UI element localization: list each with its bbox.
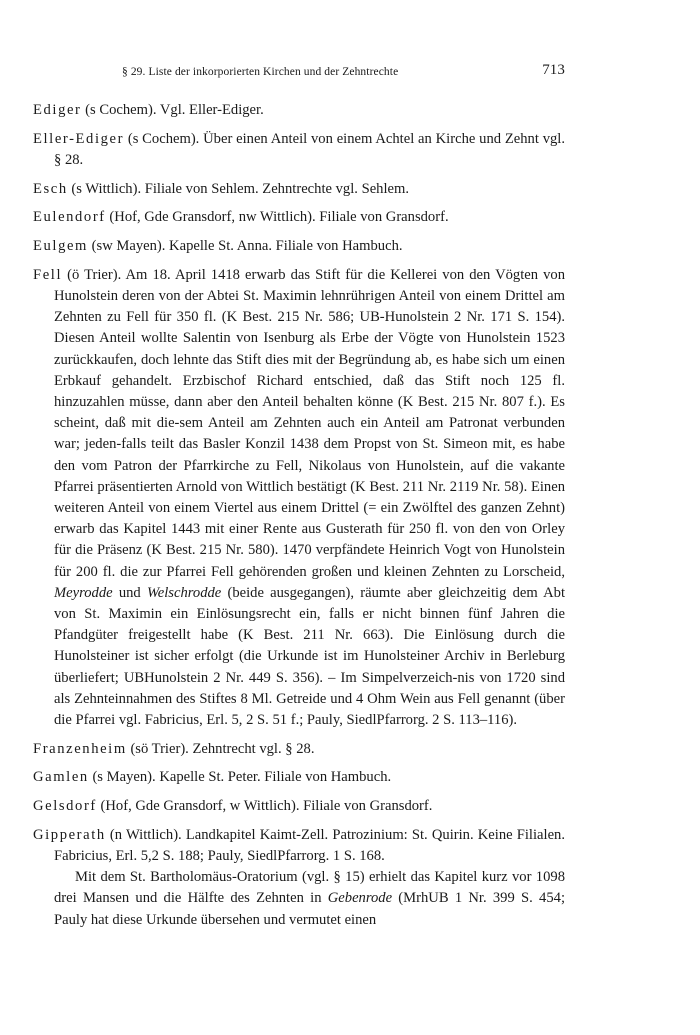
entry-ediger <box>33 100 565 121</box>
document-body <box>33 100 565 931</box>
entry-text: (s Cochem). Über einen Anteil von einem Achtel an Kirche und Zehnt vgl. § 28. <box>54 130 565 168</box>
entry-text: Mit dem St. Bartholomäus-Oratorium (vgl. § 15) erhielt das Kapitel kurz vor 1098 drei Mansen und die Hälfte des Zehnten in <box>54 869 565 907</box>
entry-headword: Esch <box>33 180 68 197</box>
entry-text: (s Mayen). Kapelle St. Peter. Filiale von Hambuch. <box>88 769 392 786</box>
entry-text: (beide ausgegangen), räumte aber gleichzeitig dem Abt von St. Maximin ein Einlösungsrecht ein, falls er nicht binnen fünf Jahren die Pfandgüter freigestellt habe (K Best. 211 Nr. 663). Die Einlösung durch die Hunolsteiner ist sicher erfolgt (die Urkunde ist im Hunolsteiner Archiv in Berleburg überliefert; UBHunolstein 2 Nr. 449 S. 356). – Im Simpelverzeich-nis von 1720 sind als Zehnteinnahmen des Stiftes 8 Ml. Getreide und 4 Ohm Wein aus Fell genannt (über die Pfarrei vgl. Fabricius, Erl. 5, 2 S. 51 f.; Pauly, SiedlPfarrorg. 2 S. 113–116). <box>54 584 566 728</box>
entry-headword: Eulgem <box>33 238 88 255</box>
entry-text: (MrhUB 1 Nr. 399 S. 454; Pauly hat diese Urkunde übersehen und vermutet einen <box>54 890 565 928</box>
entry-text: (sö Trier). Zehntrecht vgl. § 28. <box>126 740 315 757</box>
entry-franzenheim <box>33 739 565 760</box>
entry-headword: Fell <box>33 266 63 283</box>
place-name: Welschrodde <box>146 584 222 601</box>
page-number: 713 <box>542 62 565 78</box>
entry-gipperath <box>33 825 565 867</box>
entry-text: (n Wittlich). Landkapitel Kaimt-Zell. Patrozinium: St. Quirin. Keine Filialen. Fabricius, Erl. 5,2 S. 188; Pauly, SiedlPfarrorg. 1 S. 168. <box>54 826 565 864</box>
entry-text: (Hof, Gde Gransdorf, nw Wittlich). Filiale von Gransdorf. <box>105 209 449 226</box>
entry-headword: Gelsdorf <box>33 798 97 815</box>
entry-headword: Ediger <box>33 102 82 118</box>
entry-gamlen <box>33 767 565 788</box>
entry-headword: Gamlen <box>33 769 89 786</box>
entry-headword: Eller-Ediger <box>33 130 125 147</box>
running-header-title: § 29. Liste der inkorporierten Kirchen und der Zehntrechte <box>122 66 399 78</box>
entry-gelsdorf <box>33 796 565 817</box>
entry-text: (ö Trier). Am 18. April 1418 erwarb das Stift für die Kellerei von den Vögten von Hunolstein deren von der Abtei St. Maximin lehnrührigen Anteil von einem Drittel am Zehnten zu Fell für 350 fl. (K Best. 215 Nr. 586; UB-Hunolstein 2 Nr. 171 S. 154). Diesen Anteil wollte Salentin von Isenburg als Erbe der Vögte von Hunolstein 1523 zurückkaufen, doch lehnte das Stift dies mit der Begründung ab, es habe sich um einen Erbkauf gehandelt. Erzbischof Richard entschied, daß das Stift noch 125 fl. hinzuzahlen müsse, dann aber den Anteil behalten könne (K Best. 215 Nr. 807 f.). Es scheint, daß mit die-sem Anteil am Zehnten auch ein Anteil am Patronat verbunden war; jeden-falls teilt das Basler Konzil 1438 dem Propst von St. Simeon mit, es habe den vom Patron der Pfarrkirche zu Fell, Nikolaus von Hunolstein, auf die vakante Pfarrei präsentierten Arnold von Wittlich bestätigt (K Best. 211 Nr. 2119 Nr. 58). Einen weiteren Anteil von einem Viertel aus einem Drittel (= ein Zwölftel des ganzen Zehnt) erwarb das Kapitel 1443 mit einer Rente aus Gusterath für 250 fl. von den von Orley für die Präsenz (K Best. 215 Nr. 580). 1470 verpfändete Heinrich Vogt von Hunolstein für 200 fl. die zur Pfarrei Fell gehörenden großen und kleinen Zehnten zu Lorscheid, <box>54 266 565 580</box>
entry-eulendorf <box>33 207 565 228</box>
entry-text: (Hof, Gde Gransdorf, w Wittlich). Filiale von Gransdorf. <box>96 798 433 815</box>
running-header <box>33 62 565 86</box>
entry-esch <box>33 179 565 200</box>
entry-text: (s Wittlich). Filiale von Sehlem. Zehntrechte vgl. Sehlem. <box>67 180 409 197</box>
place-name: Gebenrode <box>327 890 393 907</box>
entry-headword: Franzenheim <box>33 740 127 757</box>
entry-text: (s Cochem). Vgl. Eller-Ediger. <box>81 102 264 118</box>
entry-fell <box>33 265 565 731</box>
entry-text: (sw Mayen). Kapelle St. Anna. Filiale von Hambuch. <box>88 238 403 255</box>
entry-eller-ediger <box>33 129 565 171</box>
entry-gipperath-continuation <box>33 867 565 931</box>
entry-headword: Gipperath <box>33 826 106 843</box>
entry-text: und <box>112 584 147 601</box>
entry-headword: Eulendorf <box>33 209 106 226</box>
entry-eulgem <box>33 236 565 257</box>
place-name: Meyrodde <box>54 584 113 601</box>
